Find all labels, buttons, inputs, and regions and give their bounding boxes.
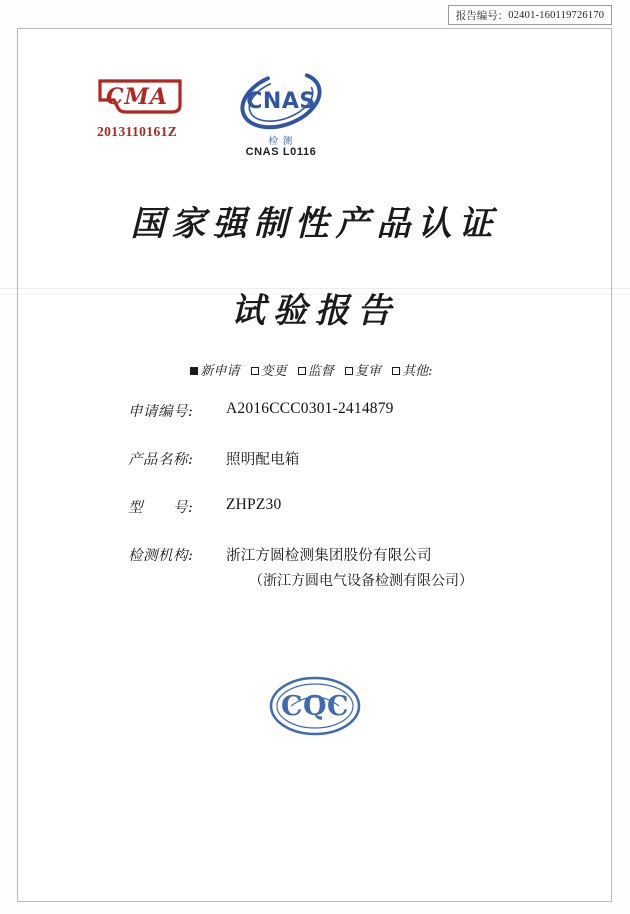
cma-certificate-number: 2013110161Z: [97, 124, 178, 139]
option-label-other: 其他:: [402, 364, 433, 379]
cqc-logo-icon: [267, 668, 363, 748]
cnas-logo-icon: [221, 70, 341, 132]
option-label-change: 变更: [260, 364, 287, 379]
field-model: [0, 496, 630, 544]
cma-mark: [96, 78, 186, 139]
option-change[interactable]: [251, 360, 287, 379]
accreditation-marks: [0, 70, 630, 165]
application-type-options: [0, 360, 630, 379]
field-testing-organization: [0, 544, 630, 618]
cma-logo-icon: [96, 78, 184, 116]
cnas-accreditation-code: CNAS L0116: [245, 146, 317, 158]
report-fields: [0, 400, 630, 618]
cnas-mark: [221, 70, 341, 166]
field-value-application-number: A2016CCC0301-2414879: [226, 400, 394, 417]
field-value-model: ZHPZ30: [226, 496, 282, 513]
checkbox-change[interactable]: [251, 367, 259, 375]
field-value-product-name: 照明配电箱: [226, 452, 300, 468]
document-subtitle: 试验报告: [231, 291, 399, 331]
field-product-name: [0, 448, 630, 496]
field-label-testing-organization: 检测机构:: [128, 548, 194, 564]
field-application-number: [0, 400, 630, 448]
document-title: 国家强制性产品认证: [130, 204, 500, 244]
cqc-seal: [267, 668, 363, 748]
report-number-label: 报告编号：: [455, 10, 509, 22]
svg-text:CQC: CQC: [281, 691, 349, 722]
option-new-application[interactable]: [190, 360, 239, 379]
checkbox-review[interactable]: [345, 367, 353, 375]
svg-text:CMA: CMA: [106, 84, 168, 110]
checkbox-new-application[interactable]: [190, 367, 198, 375]
cnas-sub-label: 检 测: [268, 136, 294, 147]
field-label-application-number: 申请编号:: [128, 404, 194, 420]
checkbox-other[interactable]: [392, 367, 400, 375]
field-label-product-name: 产品名称:: [128, 452, 194, 468]
option-other[interactable]: [392, 360, 432, 379]
report-number-box: [448, 5, 612, 25]
field-label-model: 型 号:: [128, 500, 194, 516]
option-label-review: 复审: [354, 364, 381, 379]
option-supervision[interactable]: [298, 360, 334, 379]
option-label-supervision: 监督: [307, 364, 334, 379]
svg-text:CNAS: CNAS: [246, 89, 316, 114]
option-review[interactable]: [345, 360, 381, 379]
field-value-testing-organization: 浙江方圆检测集团股份有限公司: [226, 548, 432, 564]
field-value-testing-organization-alt: （浙江方圆电气设备检测有限公司）: [249, 573, 473, 589]
checkbox-supervision[interactable]: [298, 367, 306, 375]
report-number-value: 02401-160119726170: [508, 9, 605, 21]
option-label-new-application: 新申请: [200, 364, 240, 379]
